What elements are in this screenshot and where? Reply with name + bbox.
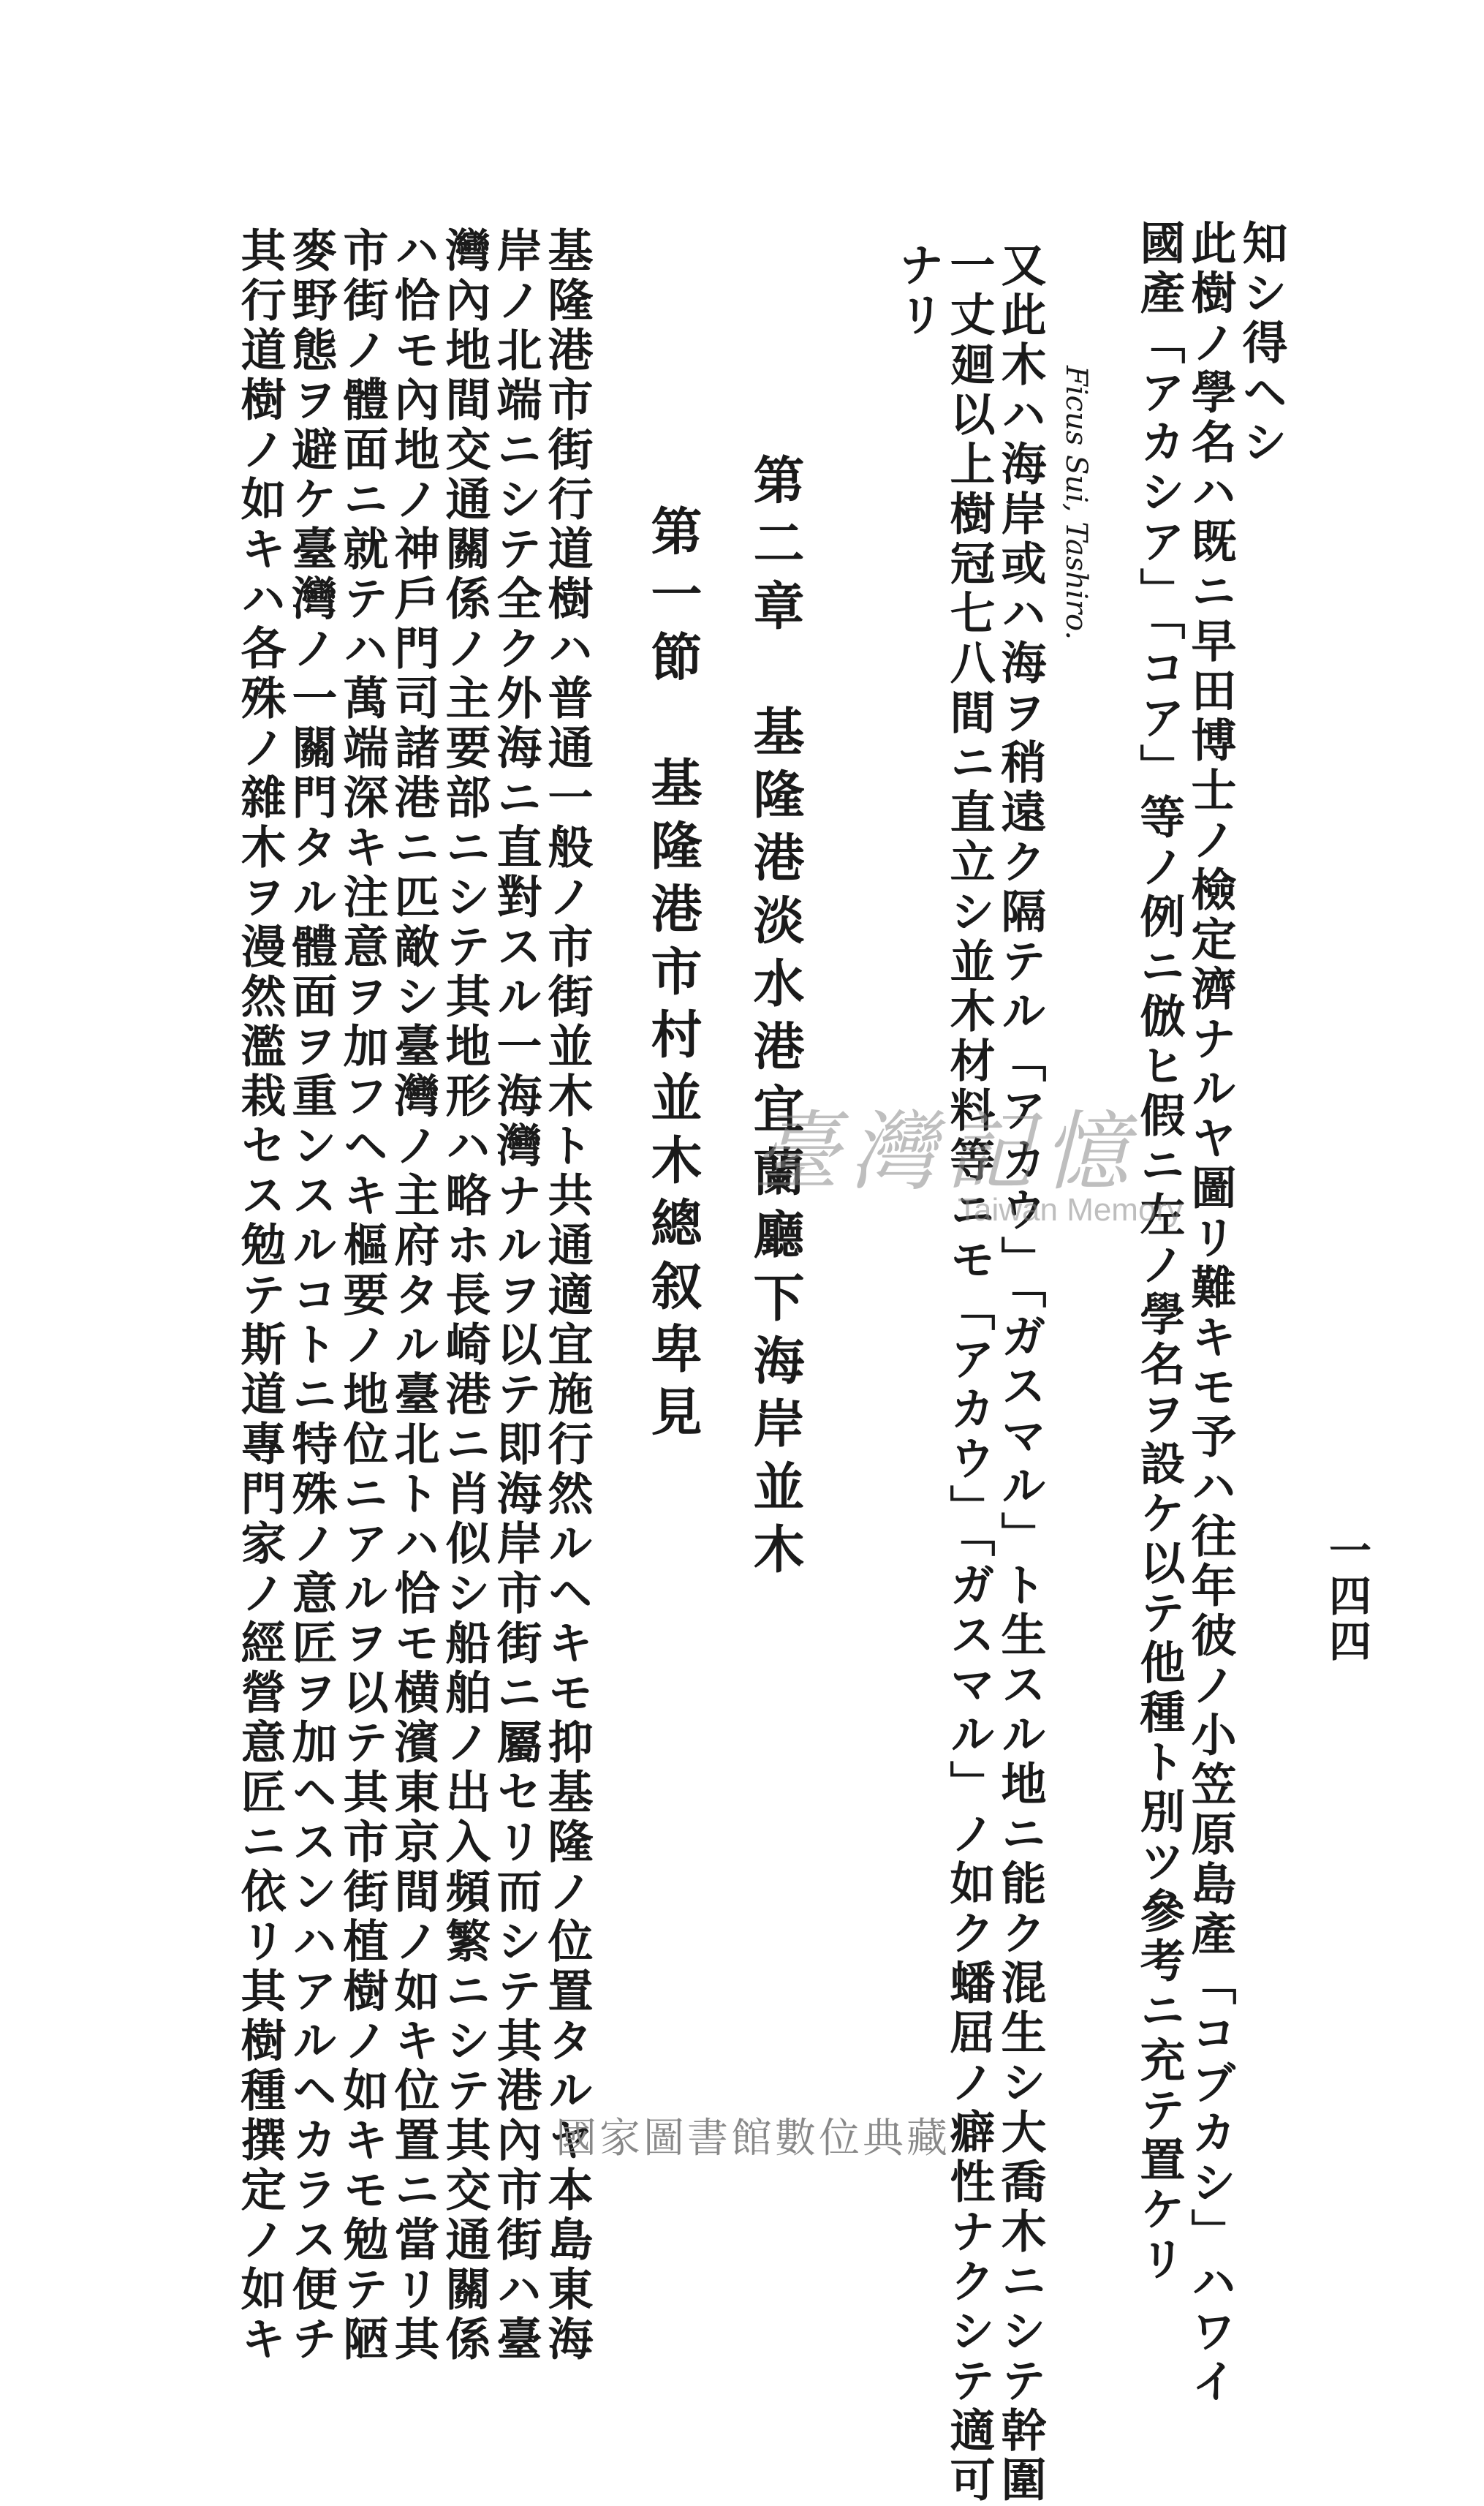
text-column-10: ハ恰モ內地ノ神戶門司諸港ニ匹敵シ臺灣ノ主府タル臺北トハ恰モ横濱東京間ノ如キ位置ニ當リ其 (387, 227, 440, 2365)
text-column-6: ナリ (891, 241, 944, 341)
text-column-13: 其行道樹ノ如キハ各殊ノ雜木ヲ漫然濫栽セス勉テ斯道專門家ノ經營意匠ニ依リ其樹種撰定ノ如キ (233, 227, 287, 2365)
text-column-12: 麥野態ヲ避ケ臺灣ノ一關門タル體面ヲ重ンスルコトニ特殊ノ意匠ヲ加ヘスンハアルヘカラス便チ (284, 227, 338, 2365)
watermark-cn-text: 臺灣記憶 (753, 1101, 1140, 1202)
text-column-4: 又此木ハ海岸或ハ海ヲ稍遠ク隔テル「アカウ」「ガスマル」ト生スル地ニ能ク混生シ大喬木ニシテ幹圍 (993, 241, 1047, 2506)
latin-scientific-name (1053, 366, 1097, 673)
latin-name-text: Ficus Sui, Tashiro. (1059, 366, 1093, 641)
watermark-en-text: Taiwan Memory (958, 1192, 1184, 1228)
text-column-11: 市街ノ體面ニ就テハ萬端深キ注意ヲ加フヘキ樞要ノ地位ニアルヲ以テ其市街植樹ノ如キモ勉テ陋 (336, 227, 389, 2365)
section-heading: 第一節 基隆港市村並木總叙卑見 (643, 505, 703, 1448)
text-column-8: 岸ノ北端ニシテ全ク外海ニ直對スル一海灣ナルヲ以テ即海岸市街ニ屬セリ而シテ其港內市街ハ臺 (489, 227, 542, 2365)
footer-archive-label: 國家圖書館數位典藏 (556, 2115, 950, 2162)
chapter-heading: 第二章 基隆港淡水港宜蘭廳下海岸並木 (745, 453, 806, 1585)
text-column-9: 灣內地間交通關係ノ主要部ニシテ其地形ハ略ホ長崎港ニ肖似シ船舶ノ出入頻繁ニシテ其交通關係 (438, 227, 491, 2365)
page-number: 一四四 (1322, 1528, 1371, 1664)
text-column-3: 國產「アカシア」「コア」等ノ例ニ倣ヒ假ニ左ノ學名ヲ設ケ以テ他種ト別ツ參考ニ充テ置ケリ (1132, 219, 1186, 2285)
text-column-2: 此樹ノ學名ハ既ニ早田博士ノ檢定濟ナルヤ圖リ難キモ予ハ往年彼ノ小笠原島產「コブカシ」ハワイ (1184, 219, 1237, 2407)
text-column-7: 基隆港市街行道樹ハ普通一般ノ市街並木ト共通適宜施行然ルヘキモ抑基隆ノ位置タルヤ本島東海 (540, 227, 594, 2365)
taiwan-memory-watermark (753, 1082, 1243, 1243)
text-column-5: 一丈廻以上樹冠七八間ニ直立シ並木材料等ニモ「アカウ」「ガスマル」ノ如ク蟠屈ノ癖性ナクシテ適可 (942, 241, 996, 2506)
text-column-1: 知シ得ヘシ (1235, 219, 1288, 468)
